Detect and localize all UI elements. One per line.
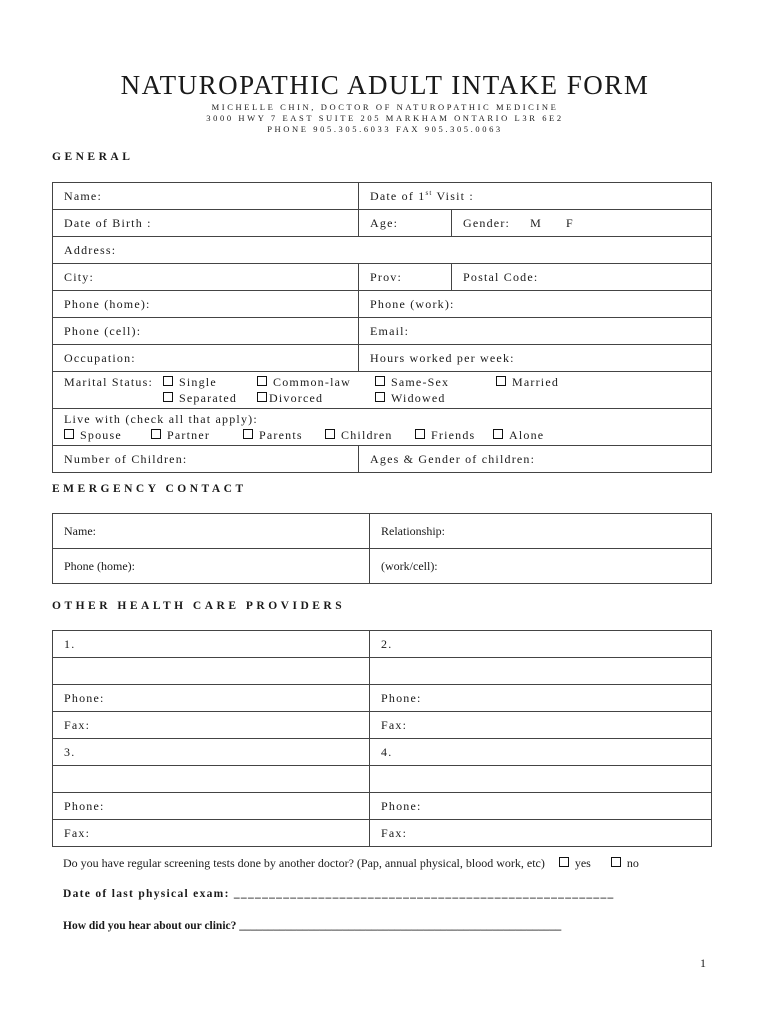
screening-yes-label: yes — [574, 856, 591, 870]
checkbox-icon — [496, 376, 506, 386]
provider-3-phone-field[interactable] — [53, 793, 370, 820]
live-friends-checkbox[interactable] — [415, 427, 475, 443]
checkbox-icon — [64, 429, 74, 439]
provider-1-extra-field[interactable] — [53, 658, 370, 685]
practitioner-name: MICHELLE CHIN, DOCTOR OF NATUROPATHIC MEDICINE — [211, 102, 559, 112]
gender-m-option[interactable]: M — [530, 215, 542, 230]
occupation-field[interactable] — [53, 345, 359, 372]
emergency-name-field[interactable] — [53, 514, 370, 549]
checkbox-icon — [415, 429, 425, 439]
provider-4-phone-field[interactable] — [370, 793, 712, 820]
marital-common-law-label: Common-law — [273, 375, 351, 389]
provider-1-phone-field[interactable] — [53, 685, 370, 712]
marital-same-sex-checkbox[interactable] — [375, 374, 449, 390]
age-label: Age: — [370, 215, 399, 230]
address-label: Address: — [64, 242, 117, 257]
age-field[interactable] — [359, 210, 452, 237]
phone-cell-field[interactable] — [53, 318, 359, 345]
referral-source-field[interactable]: How did you hear about our clinic? ________________________________________________________ — [63, 920, 562, 932]
emergency-work-cell-label: (work/cell): — [381, 558, 438, 573]
marital-single-label: Single — [179, 375, 217, 389]
marital-separated-checkbox[interactable] — [163, 390, 237, 406]
provider-2-label: 2. — [381, 636, 393, 651]
live-alone-label: Alone — [509, 428, 545, 442]
checkbox-icon — [325, 429, 335, 439]
provider-phone-label: Phone: — [64, 690, 105, 705]
screening-no-label: no — [626, 856, 639, 870]
screening-no-checkbox[interactable] — [611, 856, 639, 870]
provider-3-fax-field[interactable] — [53, 820, 370, 847]
phone-home-label: Phone (home): — [64, 296, 151, 311]
last-physical-exam-field[interactable]: Date of last physical exam: ______________________________________________________ — [63, 888, 615, 900]
provider-4-field[interactable] — [370, 739, 712, 766]
marital-married-checkbox[interactable] — [496, 374, 559, 390]
provider-1-label: 1. — [64, 636, 76, 651]
provider-3-label: 3. — [64, 744, 76, 759]
checkbox-icon — [163, 376, 173, 386]
marital-divorced-label: Divorced — [269, 391, 324, 405]
provider-4-fax-field[interactable] — [370, 820, 712, 847]
emergency-table — [52, 513, 712, 584]
checkbox-icon — [375, 392, 385, 402]
ages-gender-children-label: Ages & Gender of children: — [370, 451, 536, 466]
name-label: Name: — [64, 188, 102, 203]
provider-3-extra-field[interactable] — [53, 766, 370, 793]
emergency-phone-home-label: Phone (home): — [64, 558, 135, 573]
emergency-work-cell-field[interactable] — [370, 549, 712, 584]
section-general-heading: GENERAL — [52, 151, 134, 163]
phone-cell-label: Phone (cell): — [64, 323, 142, 338]
checkbox-icon — [493, 429, 503, 439]
provider-4-label: 4. — [381, 744, 393, 759]
marital-divorced-checkbox[interactable] — [257, 390, 323, 406]
marital-common-law-checkbox[interactable] — [257, 374, 351, 390]
provider-fax-label: Fax: — [381, 717, 408, 732]
checkbox-icon — [151, 429, 161, 439]
form-title: NATUROPATHIC ADULT INTAKE FORM — [120, 70, 650, 100]
postal-code-label: Postal Code: — [463, 269, 539, 284]
providers-table — [52, 630, 712, 847]
live-with-label: Live with (check all that apply): — [64, 412, 258, 426]
provider-phone-label: Phone: — [381, 798, 422, 813]
email-field[interactable] — [359, 318, 712, 345]
screening-question — [63, 856, 639, 871]
occupation-label: Occupation: — [64, 350, 136, 365]
checkbox-icon — [257, 376, 267, 386]
city-field[interactable] — [53, 264, 359, 291]
marital-widowed-checkbox[interactable] — [375, 390, 446, 406]
city-label: City: — [64, 269, 95, 284]
ages-gender-children-field[interactable] — [359, 446, 712, 473]
provider-2-fax-field[interactable] — [370, 712, 712, 739]
live-with-row — [53, 409, 712, 446]
live-children-label: Children — [341, 428, 393, 442]
phone-home-field[interactable] — [53, 291, 359, 318]
clinic-phone-fax: PHONE 905.305.6033 FAX 905.305.0063 — [267, 124, 503, 134]
live-alone-checkbox[interactable] — [493, 427, 544, 443]
provider-fax-label: Fax: — [381, 825, 408, 840]
marital-married-label: Married — [512, 375, 560, 389]
first-visit-label-end: Visit : — [432, 188, 474, 203]
address-field[interactable] — [53, 237, 712, 264]
section-providers-heading: OTHER HEALTH CARE PROVIDERS — [52, 600, 346, 612]
section-emergency-heading: EMERGENCY CONTACT — [52, 483, 247, 495]
provider-2-extra-field[interactable] — [370, 658, 712, 685]
hours-worked-field[interactable] — [359, 345, 712, 372]
screening-yes-checkbox[interactable] — [559, 856, 591, 870]
prov-label: Prov: — [370, 269, 403, 284]
emergency-relationship-field[interactable] — [370, 514, 712, 549]
marital-widowed-label: Widowed — [391, 391, 446, 405]
page-number: 1 — [700, 956, 706, 970]
live-parents-checkbox[interactable] — [243, 427, 303, 443]
emergency-phone-home-field[interactable] — [53, 549, 370, 584]
marital-status-row — [53, 372, 712, 409]
live-partner-label: Partner — [167, 428, 211, 442]
prov-field[interactable] — [359, 264, 452, 291]
live-children-checkbox[interactable] — [325, 427, 393, 443]
provider-fax-label: Fax: — [64, 825, 91, 840]
checkbox-icon — [257, 392, 267, 402]
clinic-address: 3000 HWY 7 EAST SUITE 205 MARKHAM ONTARIO L3R 6E2 — [206, 113, 564, 123]
hours-worked-label: Hours worked per week: — [370, 350, 515, 365]
email-label: Email: — [370, 323, 410, 338]
provider-phone-label: Phone: — [64, 798, 105, 813]
gender-field[interactable] — [452, 210, 712, 237]
dob-field[interactable] — [53, 210, 359, 237]
marital-separated-label: Separated — [179, 391, 238, 405]
provider-4-extra-field[interactable] — [370, 766, 712, 793]
checkbox-icon — [163, 392, 173, 402]
gender-label: Gender: — [463, 215, 511, 230]
live-spouse-label: Spouse — [80, 428, 122, 442]
phone-work-label: Phone (work): — [370, 296, 455, 311]
checkbox-icon — [559, 857, 569, 867]
screening-question-text: Do you have regular screening tests done by another doctor? (Pap, annual physical, blood work, etc) — [63, 856, 545, 870]
number-of-children-label: Number of Children: — [64, 451, 188, 466]
checkbox-icon — [243, 429, 253, 439]
marital-status-label: Marital Status: — [64, 375, 153, 389]
checkbox-icon — [375, 376, 385, 386]
provider-2-phone-field[interactable] — [370, 685, 712, 712]
first-visit-sup: st — [425, 188, 433, 197]
phone-work-field[interactable] — [359, 291, 712, 318]
live-partner-checkbox[interactable] — [151, 427, 210, 443]
live-spouse-checkbox[interactable] — [64, 427, 122, 443]
marital-single-checkbox[interactable] — [163, 374, 217, 390]
first-visit-label: Date of 1 — [370, 188, 426, 203]
live-friends-label: Friends — [431, 428, 476, 442]
provider-phone-label: Phone: — [381, 690, 422, 705]
gender-f-option[interactable]: F — [565, 215, 574, 230]
name-field[interactable] — [53, 183, 359, 210]
marital-same-sex-label: Same-Sex — [391, 375, 450, 389]
provider-1-field[interactable] — [53, 631, 370, 658]
provider-3-field[interactable] — [53, 739, 370, 766]
provider-fax-label: Fax: — [64, 717, 91, 732]
general-table — [52, 182, 712, 473]
emergency-relationship-label: Relationship: — [381, 523, 445, 538]
number-of-children-field[interactable] — [53, 446, 359, 473]
dob-label: Date of Birth : — [64, 215, 152, 230]
checkbox-icon — [611, 857, 621, 867]
postal-code-field[interactable] — [452, 264, 712, 291]
live-parents-label: Parents — [259, 428, 303, 442]
first-visit-field[interactable] — [359, 183, 712, 210]
provider-1-fax-field[interactable] — [53, 712, 370, 739]
emergency-name-label: Name: — [64, 523, 96, 538]
provider-2-field[interactable] — [370, 631, 712, 658]
